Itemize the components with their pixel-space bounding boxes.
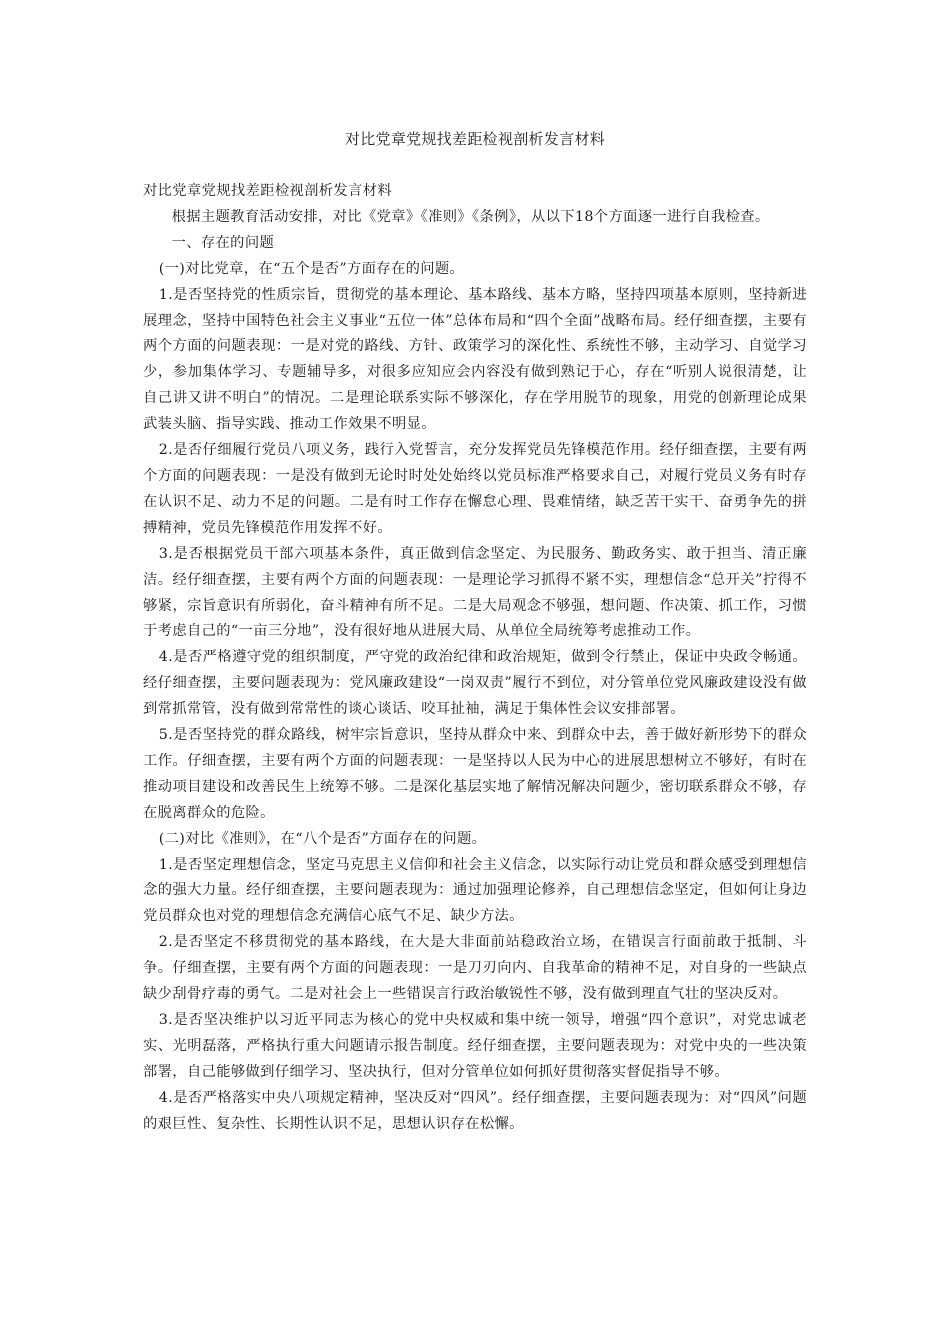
paragraph-item: 3.是否根据党员干部六项基本条件，真正做到信念坚定、为民服务、勤政务实、敢于担当、清正廉洁。经仔细查摆，主要有两个方面的问题表现：一是理论学习抓得不紧不实，理想信念“总开关”拧得不够紧，宗旨意识有所弱化，奋斗精神有所不足。二是大局观念不够强，想问题、作决策、抓工作，习惯于考虑自己的“一亩三分地”，没有很好地从进展大局、从单位全局统筹考虑推动工作。 — [143, 545, 807, 640]
paragraph-item: 5.是否坚持党的群众路线，树牢宗旨意识，坚持从群众中来、到群众中去，善于做好新形势下的群众工作。仔细查摆，主要有两个方面的问题表现：一是坚持以人民为中心的进展思想树立不够好，有时在推动项目建设和改善民生上统筹不够。二是深化基层实地了解情况解决问题少，密切联系群众不够，存在脱离群众的危险。 — [143, 727, 807, 821]
page-title: 对比党章党规找差距检视剖析发言材料 — [344, 130, 606, 148]
paragraph-item: 1.是否坚定理想信念，坚定马克思主义信仰和社会主义信念，以实际行动让党员和群众感受到理想信念的强大力量。经仔细查摆，主要问题表现为：通过加强理论修养，自己理想信念坚定，但如何让身边党员群众也对党的理想信念充满信心底气不足、缺少方法。 — [143, 856, 807, 925]
paragraph-item: 3.是否坚决维护以习近平同志为核心的党中央权威和集中统一领导，增强“四个意识”，对党忠诚老实、光明磊落，严格执行重大问题请示报告制度。经仔细查摆，主要问题表现为：对党中央的一些决策部署，自己能够做到仔细学习、坚决执行，但对分管单位如何抓好贯彻落实督促指导不够。 — [143, 1012, 807, 1080]
paragraph-item: 1.是否坚持党的性质宗旨，贯彻党的基本理论、基本路线、基本方略，坚持四项基本原则，坚持新进展理念，坚持中国特色社会主义事业“五位一体”总体布局和“四个全面”战略布局。经仔细查摆，主要有两个方面的问题表现：一是对党的路线、方针、政策学习的深化性、系统性不够，主动学习、自觉学习少，参加集体学习、专题辅导多，对很多应知应会内容没有做到熟记于心，存在“听别人说很清楚，让自己讲又讲不明白”的情况。二是理论联系实际不够深化，存在学用脱节的现象，用党的创新理论成果武装头脑、指导实践、推动工作效果不明显。 — [143, 286, 807, 433]
subsection-heading-party-constitution: (一)对比党章，在“五个是否”方面存在的问题。 — [158, 260, 465, 277]
paragraph-item: 2.是否坚定不移贯彻党的基本路线，在大是大非面前站稳政治立场，在错误言行面前敢于抵制、斗争。仔细查摆，主要有两个方面的问题表现：一是刀刃向内、自我革命的精神不足，对自身的一些缺点缺少刮骨疗毒的勇气。二是对社会上一些错误言行政治敏锐性不够，没有做到理直气壮的坚决反对。 — [143, 934, 807, 1003]
document-body — [143, 179, 807, 1138]
paragraph-item: 2.是否仔细履行党员八项义务，践行入党誓言，充分发挥党员先锋模范作用。经仔细查摆，主要有两个方面的问题表现：一是没有做到无论时时处处始终以党员标准严格要求自己，对履行党员义务有时存在认识不足、动力不足的问题。二是有时工作存在懈怠心理、畏难情绪，缺乏苦干实干、奋勇争先的拼搏精神，党员先锋模范作用发挥不好。 — [143, 442, 807, 536]
paragraph-item: 4.是否严格落实中央八项规定精神，坚决反对“四风”。经仔细查摆，主要问题表现为：对“四风”问题的艰巨性、复杂性、长期性认识不足，思想认识存在松懈。 — [143, 1089, 807, 1132]
intro-paragraph: 根据主题教育活动安排，对比《党章》《准则》《条例》，从以下18个方面逐一进行自我检查。 — [171, 208, 770, 225]
section-heading-problems: 一、存在的问题 — [171, 234, 275, 251]
paragraph-item: 4.是否严格遵守党的组织制度，严守党的政治纪律和政治规矩，做到令行禁止，保证中央政令畅通。经仔细查摆，主要问题表现为：党风廉政建设“一岗双责”履行不到位，对分管单位党风廉政建设没有做到常抓常管，没有做到常常性的谈心谈话、咬耳扯袖，满足于集体性会议安排部署。 — [143, 649, 807, 718]
body-heading: 对比党章党规找差距检视剖析发言材料 — [143, 183, 392, 199]
subsection-heading-guidelines: (二)对比《准则》，在“八个是否”方面存在的问题。 — [158, 830, 487, 847]
